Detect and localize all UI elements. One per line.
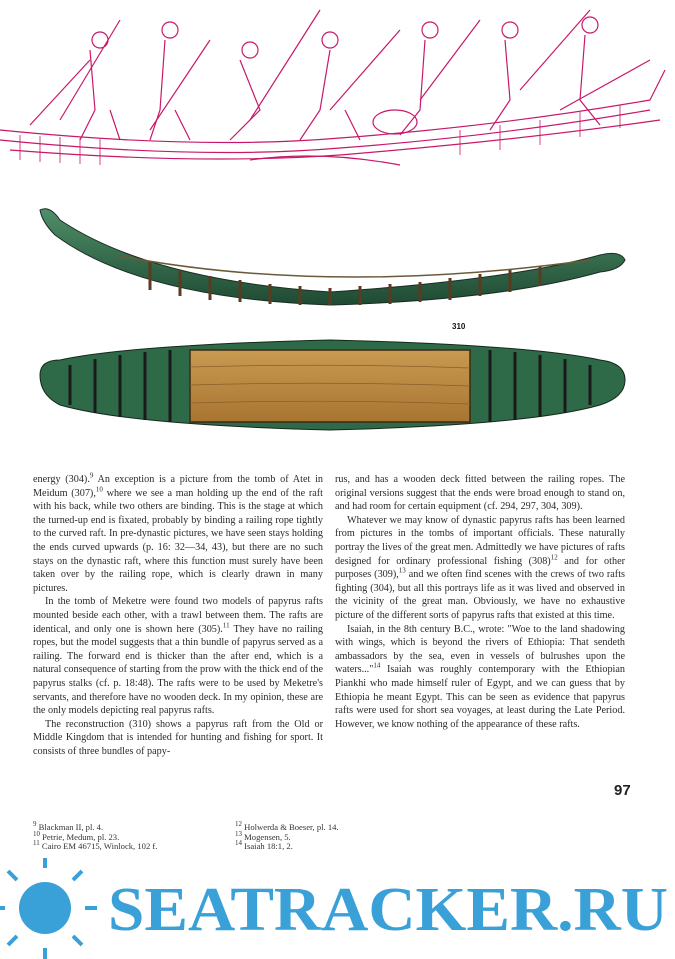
footnote: $^{13}$ Mogensen, 5.: [235, 829, 291, 842]
egyptian-relief-drawing: [0, 0, 675, 170]
sun-icon: [0, 858, 97, 959]
figure-number: 310: [452, 322, 466, 331]
page-number: 97: [614, 782, 631, 799]
footnote: $^{14}$ Isaiah 18:1, 2.: [235, 839, 293, 852]
text-column-left: [33, 473, 323, 758]
paragraph: rus, and has a wooden deck fitted between the railing ropes. The original versions suggest that the ends were broad enough to stand on, and had room for certain equipment (cf. 294, 297, 304, 309).: [335, 474, 625, 513]
paragraph: Isaiah, in the 8th century B.C., wrote: "Woe to the land shadowing with wings, which is beyond the rivers of Ethiopia: That sendeth ambassadors by the sea, even in vessels of bulrushes upon the waters..."$^{14}$ Isaiah was roughly contemporary with the Ethiopian Piankhi who made himself ruler of Egypt, and we can guess that by Ethiopia he meant Egypt. This can be seen as evidence that papyrus rafts were used for short sea voyages, at least during the Late Period. However, we know nothing of the appearance of these rafts.: [335, 623, 625, 730]
footnote: $^{11}$ Cairo EM 46715, Winlock, 102 f.: [33, 839, 158, 852]
paragraph: In the tomb of Meketre were found two models of papyrus rafts mounted beside each other, with a trawl between them. The rafts are identical, and only one is shown here (305).$^{11}$ They have no railing ropes, but the model suggests that a thin bundle of papyrus served as a railing. The forward end is thicker than the after end, which is a natural consequence of starting from the prow with the thick end of the papyrus stalks (cf. p. 18:48). The rafts were to be used by Meketre's servants, and therefore have no wooden deck. In my opinion, these are the only models depicting real papyrus rafts.: [33, 596, 323, 717]
footnote: $^{12}$ Holwerda & Boeser, pl. 14.: [235, 820, 339, 832]
raft-side-view-illustration: [30, 200, 630, 310]
paragraph: energy (304).$^9$ An exception is a picture from the tomb of Atet in Meidum (307),$^{10}$ where we see a man holding up the end of the raft with his back, while two others are binding. This is the stage at which the turned-up end is fixated, probably by binding a railing rope tightly to the curved raft. In pre-dynastic pictures, we have seen stays holding the ends curved upwards (p. 16: 32—34, 43), but there are no such stays on the dynastic raft, where this function must surely have been taken over by the railing rope, which is clearly drawn in many pictures.: [33, 471, 323, 594]
paragraph: Whatever we may know of dynastic papyrus rafts has been learned from pictures in the tombs of important officials. These naturally portray the lives of the great men. Admittedly we have pictures of rafts designed for ordinary professional fishing $(308)^{12}$ and for other purposes (309),$^{13}$ and we often find scenes with the crews of two rafts fighting (304), but all this portrays life as it was lived and observed in the vicinity of the great man. Obviously, we have no exhaustive picture of the different sorts of papyrus rafts that existed at this time.: [335, 514, 625, 621]
footnotes-left: [33, 820, 158, 852]
footnote: $^9$ Blackman II, pl. 4.: [33, 820, 104, 832]
footnote: $^{10}$ Petrie, Medum, pl. 23.: [33, 829, 120, 842]
text-column-right: [335, 473, 625, 731]
footnotes-right: [235, 820, 339, 852]
watermark-text: SEATRACKER.RU: [108, 876, 668, 944]
paragraph: The reconstruction (310) shows a papyrus raft from the Old or Middle Kingdom that is intended for hunting and fishing for sport. It consists of three bundles of papy-: [33, 718, 323, 757]
watermark-logo: [0, 858, 675, 959]
raft-top-view-illustration: [30, 335, 630, 435]
